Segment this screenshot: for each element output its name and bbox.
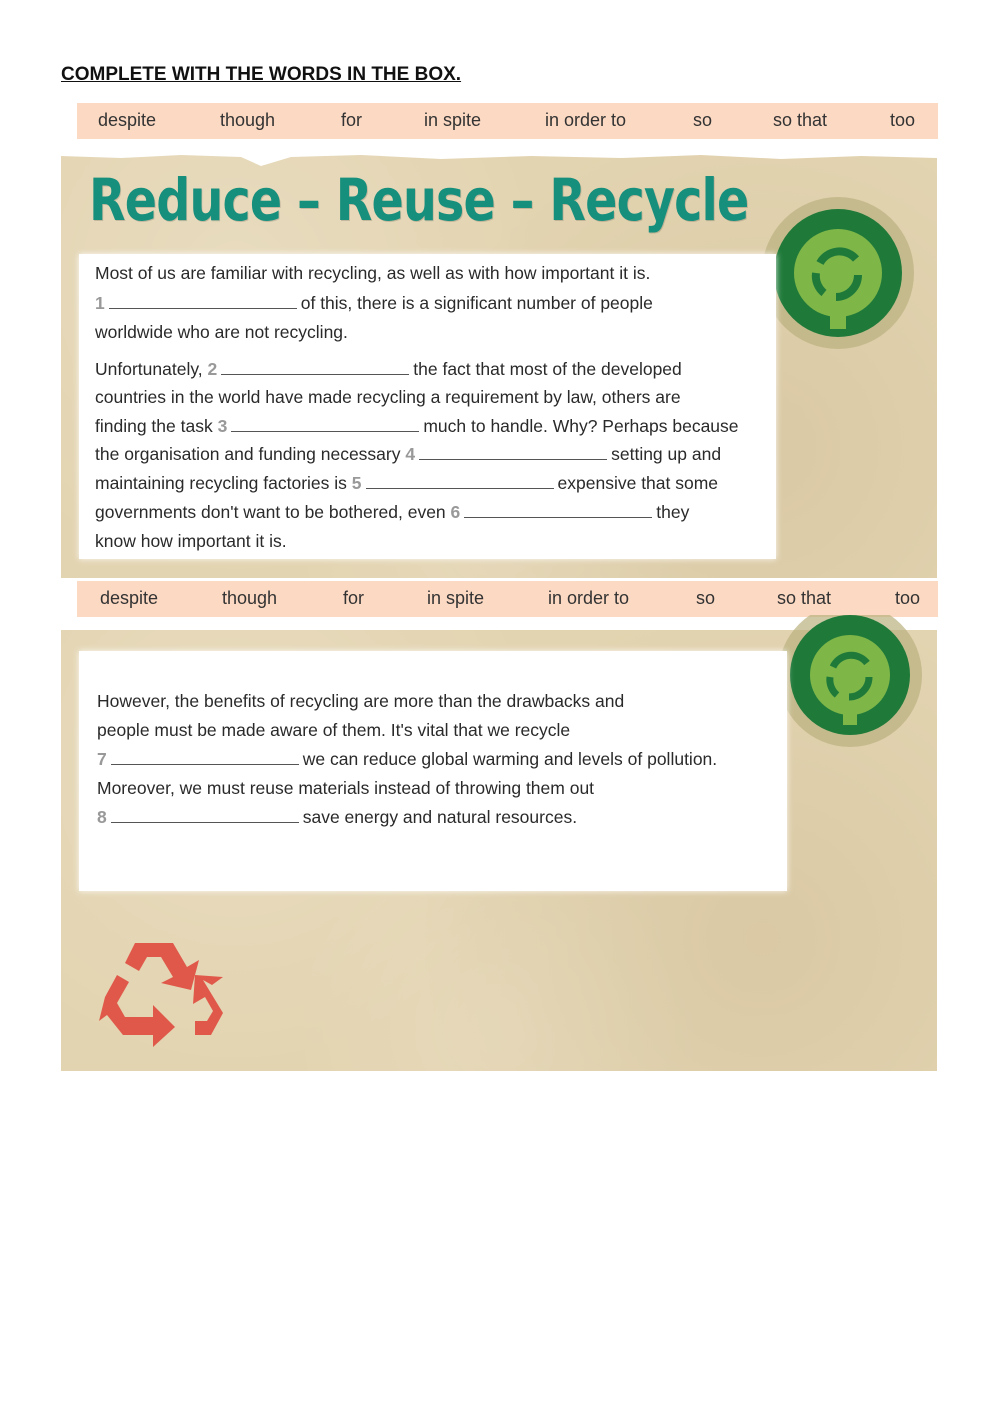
paragraph-line: know how important it is. (95, 531, 287, 551)
paragraph-line (95, 502, 689, 523)
blank-7[interactable] (111, 750, 299, 765)
line-text: they (656, 502, 690, 522)
gap-number: 2 (207, 359, 218, 379)
word-option: for (343, 588, 365, 608)
word-option: so (696, 588, 716, 608)
gap-number: 4 (405, 444, 416, 464)
blank-6[interactable] (464, 503, 652, 518)
word-option: so (693, 110, 713, 130)
word-option: despite (100, 588, 159, 608)
word-option: for (341, 110, 363, 130)
torn-edge (61, 144, 937, 166)
text-panel-2 (79, 651, 787, 891)
paragraph-line (95, 473, 718, 494)
gap-number: 5 (351, 473, 362, 493)
line-text: Unfortunately, (95, 359, 203, 379)
gap-number: 6 (450, 502, 461, 522)
paragraph-line: people must be made aware of them. It's vital that we recycle (97, 720, 571, 740)
page-title: Reduce – Reuse – Recycle (89, 166, 749, 234)
paragraph-line: However, the benefits of recycling are more than the drawbacks and (97, 691, 625, 711)
word-box-middle (77, 581, 938, 617)
word-option: though (220, 110, 276, 130)
word-option: in order to (545, 110, 627, 130)
paragraph-line (95, 444, 721, 465)
word-option: so that (773, 110, 828, 130)
word-option: too (895, 588, 921, 608)
paragraph-line: worldwide who are not recycling. (95, 322, 348, 342)
word-option: in spite (427, 588, 485, 608)
instruction-heading: COMPLETE WITH THE WORDS IN THE BOX. (61, 64, 462, 85)
line-text: we can reduce global warming and levels of pollution. (302, 749, 718, 769)
gap-number: 8 (97, 807, 107, 827)
recycle-badge-icon (758, 193, 918, 353)
word-option: too (890, 110, 916, 130)
recycle-symbol-icon (95, 935, 230, 1050)
gap-number: 1 (95, 293, 105, 313)
line-text: governments don't want to be bothered, even (95, 502, 446, 522)
line-text: of this, there is a significant number of people (300, 293, 653, 313)
recycle-badge-icon (775, 615, 925, 755)
paragraph-line (95, 416, 739, 437)
paragraph-line: Most of us are familiar with recycling, as well as with how important it is. (95, 263, 651, 283)
blank-2[interactable] (221, 360, 409, 375)
line-text: the fact that most of the developed (413, 359, 682, 379)
word-box-top (77, 103, 938, 139)
word-option: so that (777, 588, 832, 608)
gap-number: 7 (97, 749, 107, 769)
line-text: much to handle. Why? Perhaps because (423, 416, 739, 436)
blank-8[interactable] (111, 808, 299, 823)
word-option: in order to (548, 588, 630, 608)
paragraph-line: countries in the world have made recycling a requirement by law, others are (95, 387, 681, 407)
line-text: maintaining recycling factories is (95, 473, 347, 493)
paragraph-line (95, 293, 653, 314)
word-option: despite (98, 110, 157, 130)
word-option: though (222, 588, 278, 608)
line-text: expensive that some (557, 473, 719, 493)
paragraph-line (95, 359, 682, 380)
blank-3[interactable] (231, 417, 419, 432)
gap-number: 3 (217, 416, 228, 436)
line-text: save energy and natural resources. (302, 807, 578, 827)
paragraph-line: Moreover, we must reuse materials instead of throwing them out (97, 778, 595, 798)
line-text: the organisation and funding necessary (95, 444, 401, 464)
paragraph-line (97, 807, 577, 828)
line-text: setting up and (611, 444, 722, 464)
paragraph-line (97, 749, 717, 770)
blank-4[interactable] (419, 445, 607, 460)
line-text: finding the task (95, 416, 213, 436)
word-option: in spite (424, 110, 482, 130)
blank-1[interactable] (109, 294, 297, 309)
blank-5[interactable] (366, 474, 554, 489)
